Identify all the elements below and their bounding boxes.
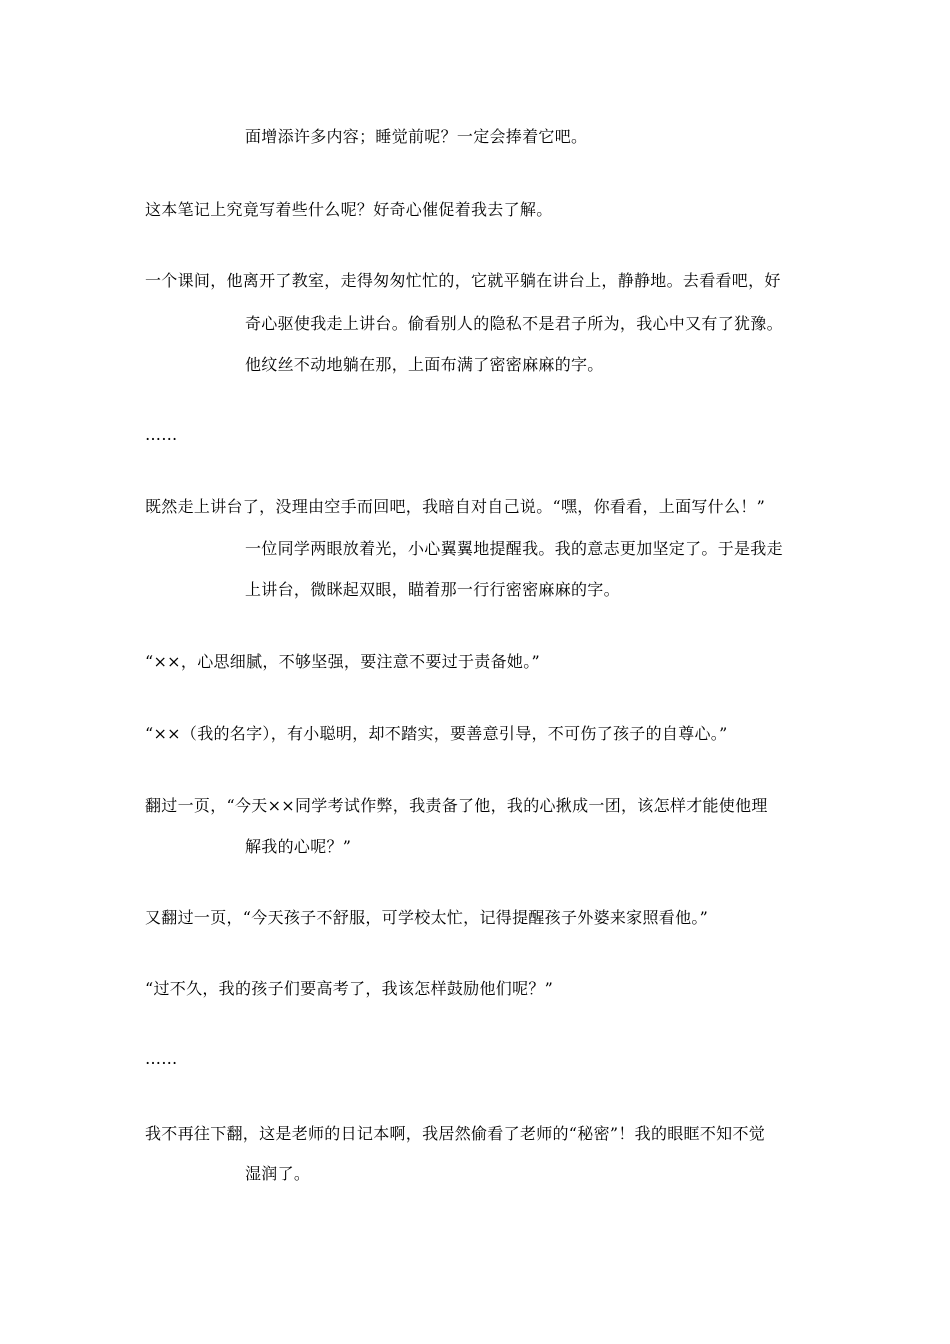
text-line: 我不再往下翻，这是老师的日记本啊，我居然偷看了老师的“秘密”！我的眼眶不知不觉: [145, 1124, 766, 1143]
text-line: 一位同学两眼放着光，小心翼翼地提醒我。我的意志更加坚定了。于是我走: [245, 539, 783, 558]
text-line: 既然走上讲台了，没理由空手而回吧，我暗自对自己说。“嘿，你看看，上面写什么！”: [145, 497, 766, 516]
text-line: “××（我的名字），有小聪明，却不踏实，要善意引导，不可伤了孩子的自尊心。”: [145, 724, 728, 743]
text-line: 又翻过一页，“今天孩子不舒服，可学校太忙，记得提醒孩子外婆来家照看他。”: [145, 908, 709, 927]
text-line: 这本笔记上究竟写着些什么呢？好奇心催促着我去了解。: [145, 200, 553, 219]
text-line: 奇心驱使我走上讲台。偷看别人的隐私不是君子所为，我心中又有了犹豫。: [245, 314, 783, 333]
text-line: 他纹丝不动地躺在那，上面布满了密密麻麻的字。: [245, 355, 604, 374]
text-line: 一个课间，他离开了教室，走得匆匆忙忙的，它就平躺在讲台上，静静地。去看看吧，好: [145, 271, 781, 290]
text-line: “过不久，我的孩子们要高考了，我该怎样鼓励他们呢？”: [145, 979, 554, 998]
text-line: 解我的心呢？”: [245, 837, 352, 856]
ellipsis-line: ……: [145, 425, 178, 444]
text-line: 湿润了。: [245, 1164, 311, 1183]
text-line: 面增添许多内容；睡觉前呢？一定会捧着它吧。: [245, 127, 588, 146]
ellipsis-line: ……: [145, 1049, 178, 1068]
text-line: 上讲台，微眯起双眼，瞄着那一行行密密麻麻的字。: [245, 580, 620, 599]
text-line: “××，心思细腻，不够坚强，要注意不要过于责备她。”: [145, 652, 540, 671]
text-line: 翻过一页，“今天××同学考试作弊，我责备了他，我的心揪成一团，该怎样才能使他理: [145, 796, 768, 815]
